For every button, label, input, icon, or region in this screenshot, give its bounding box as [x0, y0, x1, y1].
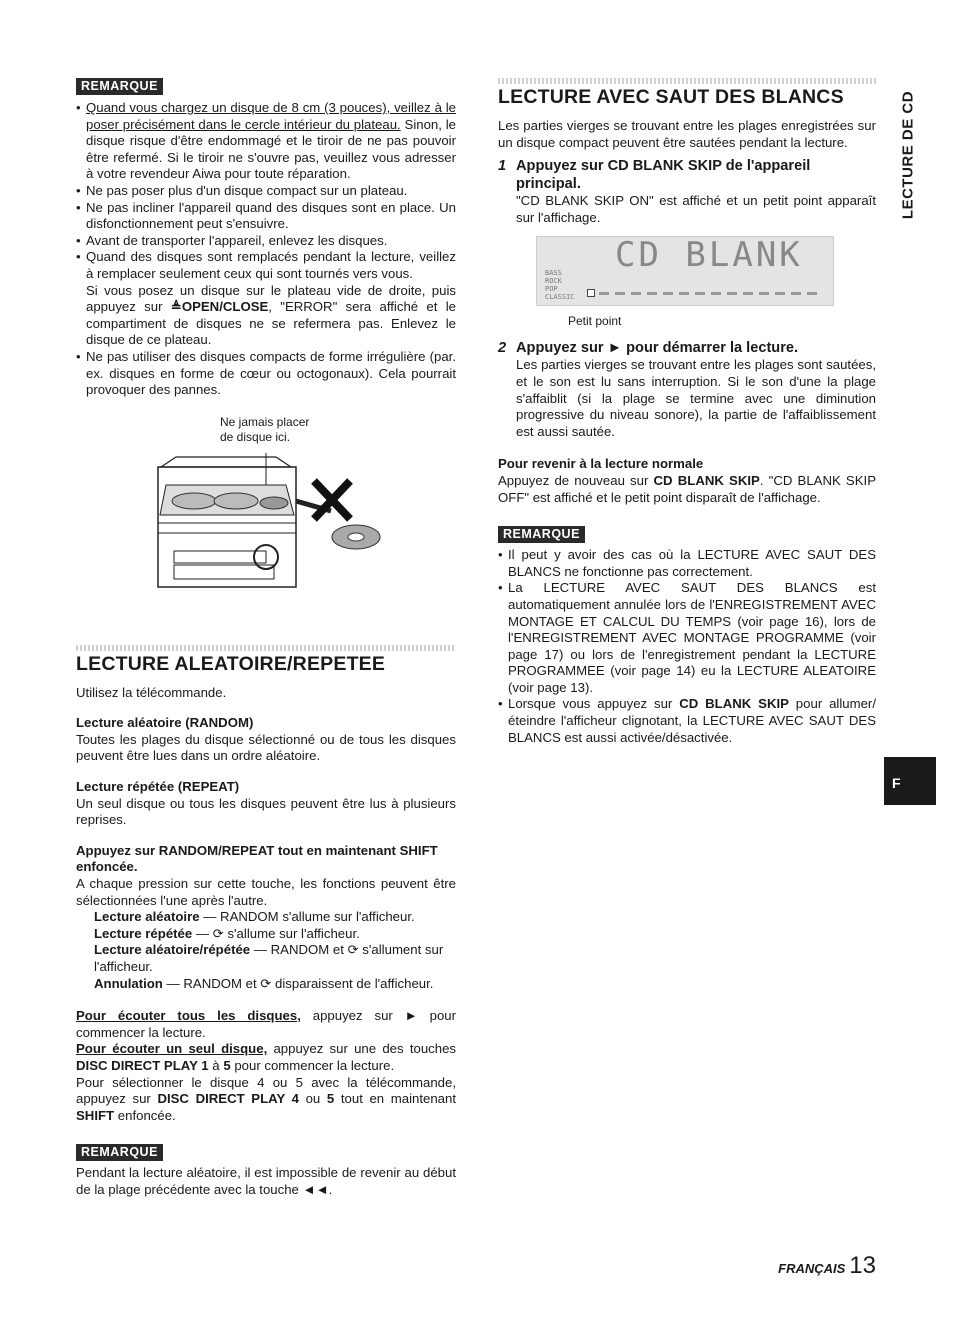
random-intro: Utilisez la télécommande.: [76, 684, 227, 700]
section-title-random-repeat: LECTURE ALEATOIRE/REPETEE: [76, 652, 386, 675]
random-text: Toutes les plages du disque sélectionné ou de tous les disques peuvent être lues dans un ordre aléatoire.: [76, 731, 456, 764]
footer-language: FRANÇAIS: [778, 1261, 846, 1276]
section-title-blank-skip: LECTURE AVEC SAUT DES BLANCS: [498, 86, 844, 108]
repeat-subtitle: Lecture répétée (REPEAT): [76, 779, 240, 795]
press-instruction-text: A chaque pression sur cette touche, les fonctions peuvent être sélectionnées l'une après l'autre.: [76, 876, 456, 908]
step-1-text: "CD BLANK SKIP ON" est affiché et un petit point apparaît sur l'affichage.: [516, 193, 876, 225]
page-footer: [778, 1252, 876, 1279]
random-subtitle: Lecture aléatoire (RANDOM): [76, 715, 254, 731]
list-item: Lecture aléatoire — RANDOM s'allume sur l'afficheur.: [94, 909, 415, 925]
final-note: Pendant la lecture aléatoire, il est impossible de revenir au début de la plage précédente avec la touche ◄◄.: [76, 1165, 456, 1197]
press-instruction-title: Appuyez sur RANDOM/REPEAT tout en maintenant SHIFT enfoncée.: [76, 842, 438, 875]
list-item: • Il peut y avoir des cas où la LECTURE AVEC SAUT DES BLANCS ne fonctionne pas correctement.: [498, 547, 876, 580]
mode-list: [76, 909, 456, 992]
figure-caption: Ne jamais placer de disque ici.: [220, 414, 310, 444]
chapter-side-tab: LECTURE DE CD: [899, 90, 917, 220]
cd-changer-figure: [76, 415, 456, 605]
step-2: 2 Appuyez sur ► pour démarrer la lecture.: [498, 340, 799, 357]
list-item: Lecture répétée — ⟳ s'allume sur l'afficheur.: [94, 925, 360, 941]
normal-playback-text: Appuyez de nouveau sur CD BLANK SKIP. "CD BLANK SKIP OFF" est affiché et le petit point disparaît de l'affichage.: [498, 472, 876, 505]
notes-list-1: [76, 100, 456, 399]
left-column: [76, 78, 456, 1199]
list-item: • Quand vous chargez un disque de 8 cm (3 pouces), veillez à le poser précisément dans le cercle intérieur du plateau. Sinon, le disque risque d'être endommagé et le tiroir de ne pas pouvoir être refermé. Si le tiroir ne s'ouvre pas, veuillez vous adresser à votre revendeur Aiwa pour toute réparation.: [76, 100, 456, 183]
section-divider: [498, 78, 876, 84]
remarque-badge-2: REMARQUE: [76, 1144, 163, 1161]
list-item: • Ne pas incliner l'appareil quand des disques sont en place. Un disfonctionnement peut s'ensuivre.: [76, 200, 456, 233]
select-disc-text: Pour sélectionner le disque 4 ou 5 avec la télécommande, appuyez sur DISC DIRECT PLAY 4 ou 5 tout en maintenant SHIFT enfoncée.: [76, 1074, 457, 1123]
small-dot-indicator: [587, 289, 595, 297]
repeat-text: Un seul disque ou tous les disques peuvent être lus à plusieurs reprises.: [76, 795, 456, 828]
remarque-wrap-3: [498, 526, 876, 543]
display-text: CD BLANK: [615, 235, 803, 276]
list-item: • Quand des disques sont remplacés pendant la lecture, veillez à remplacer seulement ceux qui sont tournés vers vous. Si vous posez un disque sur le plateau vide de droite, puis appuyez sur ≜OPEN/CLOSE, "ERROR" sera affiché et le compartiment de disques ne se refermera pas. Enlevez le disque de ce plateau.: [76, 249, 456, 349]
display-segments: [599, 292, 819, 295]
language-tab: F: [884, 757, 936, 805]
right-column: [498, 78, 876, 746]
remarque-badge-3: REMARQUE: [498, 526, 585, 543]
step-2-text: Les parties vierges se trouvant entre les plages sont sautées, et le son est lu sans interruption. Si le son d'une la plage s'affaiblit (si la plage se termine avec une diminution progressive du niveau sonore), la partie de l'affaiblissement est aussi sautée.: [516, 357, 876, 439]
remarque-badge-1: REMARQUE: [76, 78, 163, 95]
listen-one-text: Pour écouter un seul disque, appuyez sur une des touches DISC DIRECT PLAY 1 à 5 pour commencer la lecture.: [76, 1041, 457, 1073]
list-item: • Ne pas poser plus d'un disque compact sur un plateau.: [76, 183, 456, 200]
remarque-wrap-2: [76, 1144, 456, 1161]
display-side-labels: BASS ROCK POP CLASSIC: [545, 269, 575, 302]
list-item: • Ne pas utiliser des disques compacts de forme irrégulière (par. ex. disques en forme de cœur ou octogonaux). Cela pourrait provoquer des pannes.: [76, 349, 456, 399]
lcd-display: [536, 236, 834, 306]
listen-all-text: Pour écouter tous les disques, appuyez sur ► pour commencer la lecture.: [76, 1008, 456, 1040]
list-item: Lecture aléatoire/répétée — RANDOM et ⟳ s'allument sur l'afficheur.: [94, 942, 444, 974]
list-item: • Lorsque vous appuyez sur CD BLANK SKIP pour allumer/ éteindre l'afficheur clignotant, la LECTURE AVEC SAUT DES BLANCS est aussi activée/désactivée.: [498, 696, 876, 746]
list-item: • La LECTURE AVEC SAUT DES BLANCS est automatiquement annulée lors de l'ENREGISTREMENT AVEC MONTAGE ET CALCUL DU TEMPS (voir page 16), lors de l'ENREGISTREMENT AVEC MONTAGE PROGRAMME (voir page 17) ou lors de l'enregistrement pendant la LECTURE PROGRAMMEE (voir page 14) eu la LECTURE ALEATOIRE (voir page 13).: [498, 580, 876, 696]
section-divider: [76, 645, 456, 651]
normal-playback-title: Pour revenir à la lecture normale: [498, 456, 704, 472]
blank-skip-intro: Les parties vierges se trouvant entre les plages enregistrées sur un disque compact peuvent être sautées pendant la lecture.: [498, 118, 876, 150]
list-item: Annulation — RANDOM et ⟳ disparaissent de l'afficheur.: [94, 975, 434, 991]
petit-point-caption: Petit point: [568, 314, 622, 329]
step-1: 1 Appuyez sur CD BLANK SKIP de l'appareil principal.: [498, 158, 811, 193]
cd-changer-illustration: [146, 453, 456, 593]
page-number: 13: [849, 1252, 876, 1279]
list-item: • Avant de transporter l'appareil, enlevez les disques.: [76, 233, 456, 250]
notes-list-2: [498, 547, 876, 746]
